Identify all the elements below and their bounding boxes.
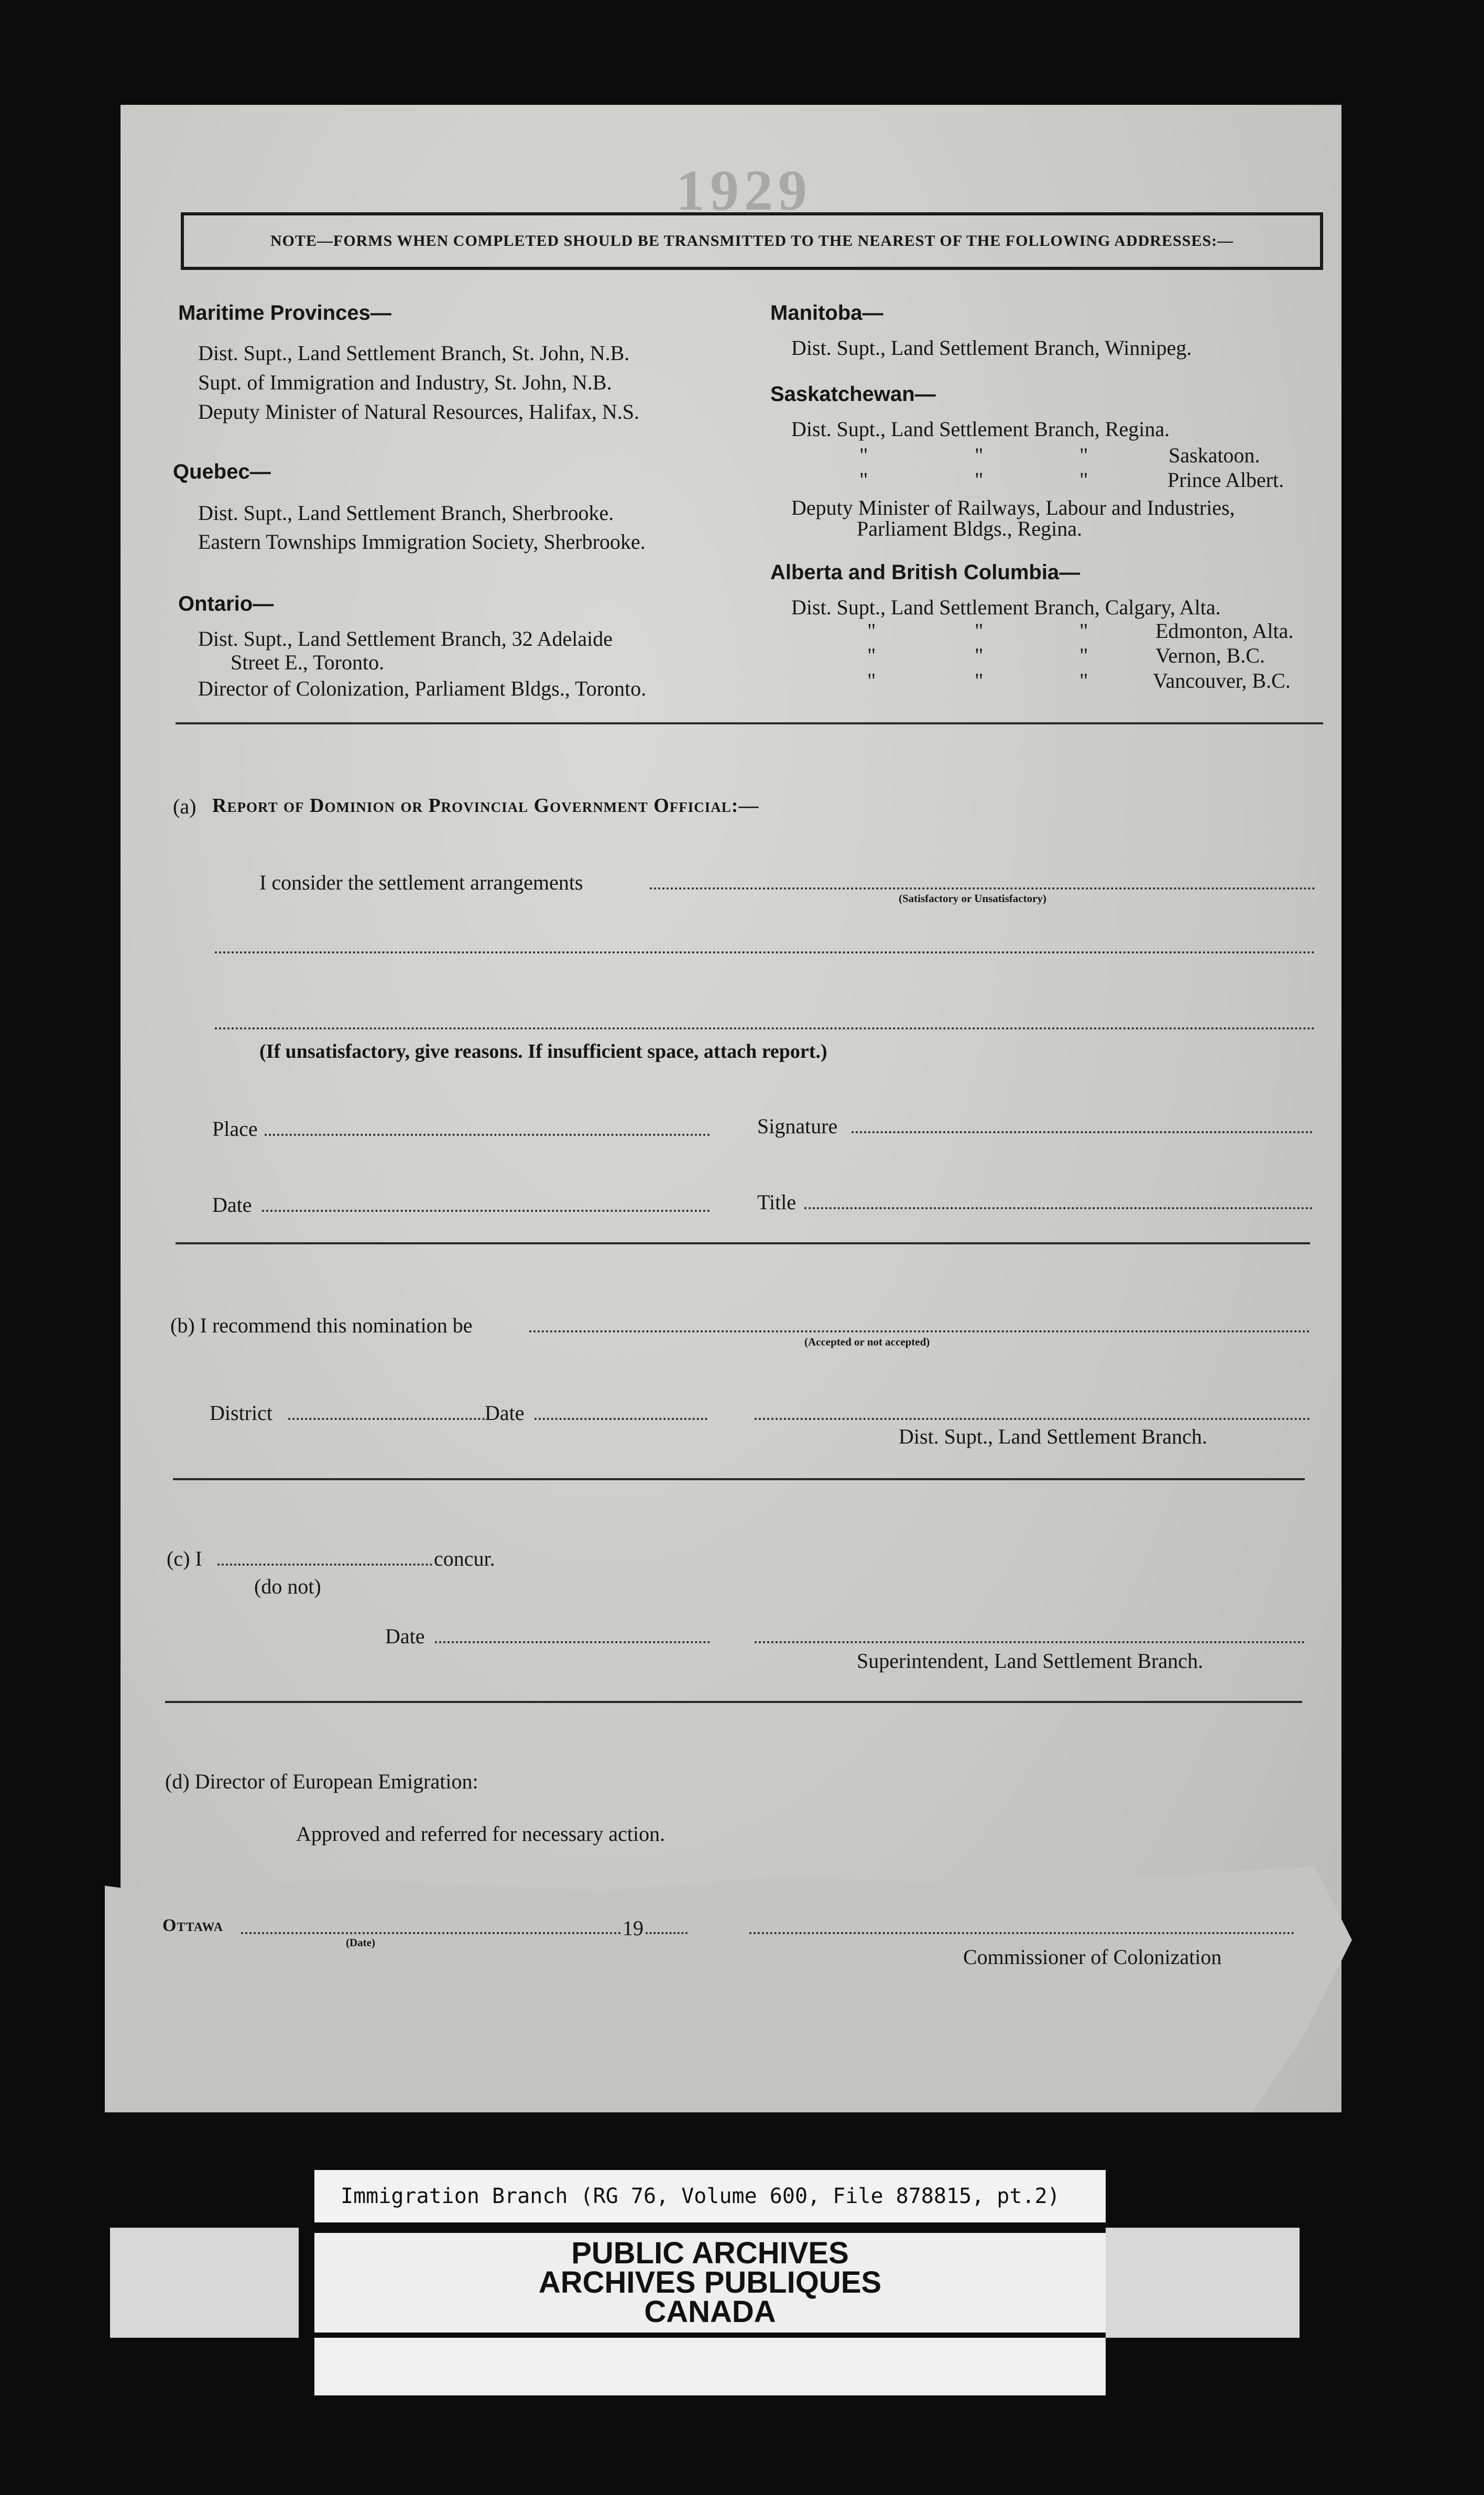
signature-label: Signature xyxy=(757,1114,838,1138)
recommend-hint: (Accepted or not accepted) xyxy=(804,1336,930,1348)
divider-addresses xyxy=(176,722,1323,724)
reasons-note: (If unsatisfactory, give reasons. If insufficient space, attach report.) xyxy=(259,1040,827,1062)
commissioner-signature-field[interactable] xyxy=(749,1932,1294,1934)
heading-ontario: Ontario— xyxy=(178,592,274,615)
date-field-b[interactable] xyxy=(534,1418,707,1420)
sask-ditto-2c: " xyxy=(1079,468,1088,492)
archives-stamp xyxy=(314,2233,1106,2333)
stamp-right-tab xyxy=(1106,2228,1300,2338)
place-label: Place xyxy=(212,1117,258,1141)
archive-reference-label xyxy=(314,2170,1106,2222)
dist-supt-signature-field[interactable] xyxy=(755,1418,1310,1420)
abc-ditto-1c: " xyxy=(1079,619,1088,643)
district-field[interactable] xyxy=(288,1418,485,1420)
abc-line-1: Dist. Supt., Land Settlement Branch, Calgary, Alta. xyxy=(791,595,1221,619)
superintendent-signature-field[interactable] xyxy=(755,1641,1305,1643)
dist-supt-signer: Dist. Supt., Land Settlement Branch. xyxy=(899,1425,1207,1448)
divider-b xyxy=(173,1478,1305,1480)
year-prefix: 19 xyxy=(623,1916,643,1940)
sask-line-4: Deputy Minister of Railways, Labour and Industries, xyxy=(791,496,1235,519)
recommend-field[interactable] xyxy=(529,1330,1310,1332)
maritime-line-2: Supt. of Immigration and Industry, St. John, N.B. xyxy=(198,371,612,394)
abc-ditto-3c: " xyxy=(1079,669,1088,692)
sask-ditto-2b: " xyxy=(975,468,984,492)
year-field[interactable] xyxy=(646,1932,688,1934)
quebec-line-1: Dist. Supt., Land Settlement Branch, Sherbrooke. xyxy=(198,501,614,525)
title-label: Title xyxy=(757,1190,796,1214)
ontario-line-1: Dist. Supt., Land Settlement Branch, 32 Adelaide xyxy=(198,627,613,650)
stamp-line-1: PUBLIC ARCHIVES xyxy=(571,2236,849,2270)
consider-hint: (Satisfactory or Unsatisfactory) xyxy=(899,892,1046,905)
maritime-line-1: Dist. Supt., Land Settlement Branch, St. John, N.B. xyxy=(198,341,630,365)
sask-line-5: Parliament Bldgs., Regina. xyxy=(857,517,1082,540)
transmit-notice-text: NOTE—FORMS WHEN COMPLETED SHOULD BE TRANSMITTED TO THE NEAREST OF THE FOLLOWING ADDRESSES:— xyxy=(270,232,1234,250)
section-a-label: (a) xyxy=(173,795,197,818)
sask-ditto-1a: " xyxy=(859,443,868,467)
stamp-line-2: ARCHIVES PUBLIQUES xyxy=(538,2265,882,2299)
section-c-text: (c) I xyxy=(167,1547,202,1570)
manitoba-line-1: Dist. Supt., Land Settlement Branch, Winnipeg. xyxy=(791,336,1192,360)
abc-ditto-2b: " xyxy=(975,644,984,667)
title-field[interactable] xyxy=(804,1207,1313,1209)
torn-bottom-edge xyxy=(105,1866,1352,2112)
maritime-line-3: Deputy Minister of Natural Resources, Halifax, N.S. xyxy=(198,400,640,424)
commissioner-signer: Commissioner of Colonization xyxy=(963,1945,1222,1969)
section-d-text: (d) Director of European Emigration: xyxy=(165,1770,478,1793)
section-a-heading: Report of Dominion or Provincial Government Official:— xyxy=(212,795,759,817)
signature-field[interactable] xyxy=(852,1131,1313,1133)
abc-ditto-2c: " xyxy=(1079,644,1088,667)
archive-reference-text: Immigration Branch (RG 76, Volume 600, File 878815, pt.2) xyxy=(341,2184,1060,2208)
divider-c xyxy=(165,1701,1302,1703)
concur-text: concur. xyxy=(434,1547,495,1570)
approved-text: Approved and referred for necessary action. xyxy=(296,1822,665,1846)
abc-ditto-1a: " xyxy=(867,619,876,643)
date-field-a[interactable] xyxy=(262,1210,710,1212)
heading-alberta-bc: Alberta and British Columbia— xyxy=(770,561,1081,584)
sask-ditto-1c: " xyxy=(1079,443,1088,467)
year-stamp: 1929 xyxy=(676,158,812,222)
sask-line-3: Prince Albert. xyxy=(1167,468,1284,492)
superintendent-signer: Superintendent, Land Settlement Branch. xyxy=(857,1649,1203,1673)
transmit-notice-box xyxy=(181,212,1323,270)
ottawa-date-hint: (Date) xyxy=(346,1936,375,1949)
consider-text: I consider the settlement arrangements xyxy=(259,871,583,894)
abc-ditto-1b: " xyxy=(975,619,984,643)
sask-line-1: Dist. Supt., Land Settlement Branch, Regina. xyxy=(791,417,1170,441)
abc-line-4: Vancouver, B.C. xyxy=(1153,669,1291,692)
district-label: District xyxy=(210,1401,272,1425)
heading-maritime: Maritime Provinces— xyxy=(178,301,391,324)
quebec-line-2: Eastern Townships Immigration Society, Sherbrooke. xyxy=(198,530,646,554)
ontario-line-3: Director of Colonization, Parliament Bldgs., Toronto. xyxy=(198,677,647,700)
sask-ditto-1b: " xyxy=(975,443,984,467)
place-field[interactable] xyxy=(265,1134,710,1136)
heading-quebec: Quebec— xyxy=(173,460,271,483)
ottawa-date-field[interactable] xyxy=(241,1932,621,1934)
sask-line-2: Saskatoon. xyxy=(1169,443,1260,467)
reasons-line-2[interactable] xyxy=(215,1027,1315,1029)
heading-manitoba: Manitoba— xyxy=(770,301,883,324)
date-label-b: Date xyxy=(485,1401,525,1425)
abc-ditto-3a: " xyxy=(867,669,876,692)
stamp-line-3: CANADA xyxy=(644,2295,776,2329)
abc-line-3: Vernon, B.C. xyxy=(1155,644,1265,667)
ottawa-label: Ottawa xyxy=(162,1916,224,1935)
divider-a xyxy=(176,1242,1310,1244)
date-label-a: Date xyxy=(212,1193,252,1217)
concur-field[interactable] xyxy=(217,1564,432,1566)
sask-ditto-2a: " xyxy=(859,468,868,492)
abc-ditto-3b: " xyxy=(975,669,984,692)
consider-field[interactable] xyxy=(650,887,1315,889)
date-field-c[interactable] xyxy=(435,1641,710,1643)
heading-saskatchewan: Saskatchewan— xyxy=(770,383,936,406)
section-b-text: (b) I recommend this nomination be xyxy=(170,1314,473,1337)
do-not-text: (do not) xyxy=(254,1575,321,1598)
ontario-line-2: Street E., Toronto. xyxy=(231,650,385,674)
abc-line-2: Edmonton, Alta. xyxy=(1155,619,1294,643)
date-label-c: Date xyxy=(385,1624,425,1648)
stamp-left-tab xyxy=(110,2228,299,2338)
abc-ditto-2a: " xyxy=(867,644,876,667)
reasons-line-1[interactable] xyxy=(215,951,1315,953)
archive-blank-strip xyxy=(314,2338,1106,2395)
